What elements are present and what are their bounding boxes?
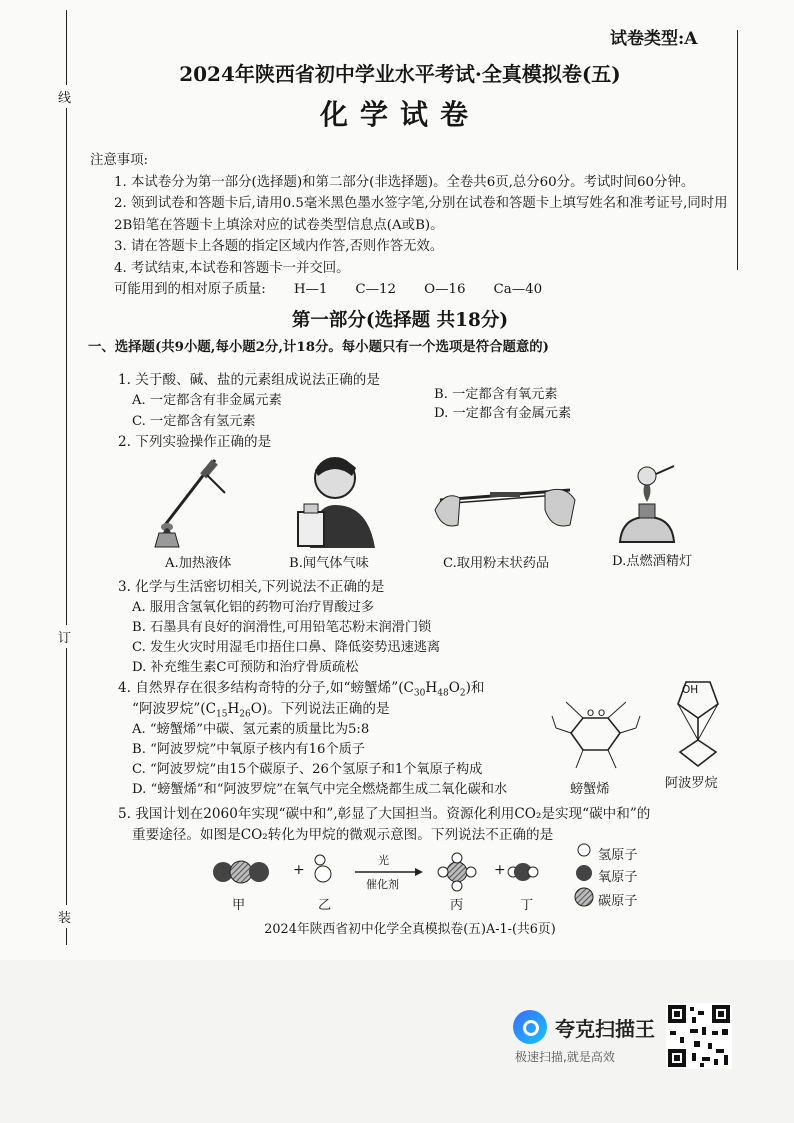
powder-reagent-figure <box>430 470 580 540</box>
binding-mark: 订 <box>58 625 71 648</box>
species-label: 甲 <box>232 898 246 913</box>
q1-stem: 1. 关于酸、碱、盐的元素组成说法正确的是 <box>118 372 380 388</box>
notes-section <box>90 150 730 301</box>
subject-title: 化学试卷 <box>319 98 480 131</box>
q2-option-b: B.闻气体气味 <box>289 556 369 571</box>
exam-title: 2024年陕西省初中学业水平考试·全真模拟卷(五) <box>179 62 621 86</box>
species-label: 丁 <box>520 898 534 913</box>
apollo-molecule-label: 阿波罗烷 <box>665 776 718 791</box>
q2-option-d: D.点燃酒精灯 <box>612 554 693 569</box>
svg-text:O: O <box>587 709 595 719</box>
q1-option-b: B. 一定都含有氧元素 <box>434 387 558 402</box>
q4-stem-line1 <box>118 676 484 699</box>
mass-label: 可能用到的相对原子质量: <box>114 282 266 297</box>
right-border <box>737 30 738 270</box>
binding-mark: 装 <box>58 905 71 928</box>
qr-code-icon <box>666 1003 732 1069</box>
legend-oxygen: 氧原子 <box>598 870 638 885</box>
note-item: 4. 考试结束,本试卷和答题卡一并交回。 <box>114 260 350 276</box>
note-item: 3. 请在答题卡上各题的指定区域内作答,否则作答无效。 <box>114 239 444 254</box>
light-alcohol-lamp-figure <box>612 462 682 547</box>
note-item: 1. 本试卷分为第一部分(选择题)和第二部分(非选择题)。全卷共6页,总分60分。考试时间60分钟。 <box>114 174 695 190</box>
scanner-slogan: 极速扫描,就是高效 <box>515 1050 615 1064</box>
species-label: 丙 <box>450 898 464 913</box>
plus-sign: + <box>293 862 305 878</box>
q1-option-a: A. 一定都含有非金属元素 <box>132 393 282 408</box>
mass-value: H—1 <box>293 282 328 297</box>
svg-text:O: O <box>598 709 606 719</box>
mass-value: Ca—40 <box>493 282 543 297</box>
q2-option-c: C.取用粉末状药品 <box>443 556 550 571</box>
condition-catalyst: 催化剂 <box>366 878 399 891</box>
q4-stem-text: 4. 自然界存在很多结构奇特的分子,如“螃蟹烯”( <box>118 680 404 696</box>
q3-option-d: D. 补充维生素C可预防和治疗骨质疏松 <box>132 660 359 675</box>
paper-type: 试卷类型:A <box>610 29 698 49</box>
crab-molecule-structure <box>548 688 643 778</box>
q5-stem-line1: 5. 我国计划在2060年实现“碳中和”,彰显了大国担当。资源化利用CO₂是实现“碳中和”的 <box>118 806 651 822</box>
species-label: 乙 <box>318 898 332 913</box>
q2-option-a: A.加热液体 <box>165 556 232 571</box>
smell-gas-figure <box>290 450 385 550</box>
crab-molecule-label: 螃蟹烯 <box>570 782 610 797</box>
scanner-logo-icon <box>513 1010 547 1044</box>
legend-hydrogen: 氢原子 <box>598 848 638 863</box>
q4-option-c: C. “阿波罗烷”由15个碳原子、26个氢原子和1个氧原子构成 <box>132 762 483 777</box>
note-item: 2. 领到试卷和答题卡后,请用0.5毫米黑色墨水签字笔,分别在试卷和答题卡上填写姓名和准考证号,同时用2B铅笔在答题卡上填涂对应的试卷类型信息点(A或B)。 <box>114 196 728 233</box>
q5-stem-line2: 重要途径。如图是CO₂转化为甲烷的微观示意图。下列说法不正确的是 <box>132 827 554 843</box>
q4-option-d: D. “螃蟹烯”和“阿波罗烷”在氧气中完全燃烧都生成二氧化碳和水 <box>132 782 508 797</box>
q1-option-d: D. 一定都含有金属元素 <box>434 406 572 421</box>
reaction-diagram <box>205 850 540 900</box>
scanner-name: 夸克扫描王 <box>555 1016 655 1041</box>
legend-carbon: 碳原子 <box>598 894 638 909</box>
scanner-watermark <box>513 1010 655 1044</box>
mass-value: C—12 <box>355 282 397 297</box>
binding-line <box>66 10 67 945</box>
q4-option-b: B. “阿波罗烷”中氧原子核内有16个质子 <box>132 742 365 757</box>
q2-stem: 2. 下列实验操作正确的是 <box>118 434 272 450</box>
q4-stem-text: “阿波罗烷”( <box>132 701 206 717</box>
condition-light: 光 <box>378 854 389 867</box>
q4-option-a: A. “螃蟹烯”中碳、氢元素的质量比为5:8 <box>132 722 370 737</box>
q3-option-b: B. 石墨具有良好的润滑性,可用铅笔芯粉末润滑门锁 <box>132 620 432 635</box>
binding-mark: 线 <box>58 85 71 108</box>
q3-option-a: A. 服用含氢氧化铝的药物可治疗胃酸过多 <box>132 600 375 615</box>
notes-heading: 注意事项: <box>90 153 149 168</box>
hydroxyl-label: OH <box>682 684 699 696</box>
formula-apollo: $C_{15}H_{26}O$ <box>205 701 262 720</box>
q3-option-c: C. 发生火灾时用湿毛巾捂住口鼻、降低姿势迅速逃离 <box>132 640 441 655</box>
q3-stem: 3. 化学与生活密切相关,下列说法不正确的是 <box>118 579 385 595</box>
part1-title: 第一部分(选择题 共18分) <box>291 310 509 331</box>
q4-stem-line2 <box>132 697 390 720</box>
formula-crab: $C_{30}H_{48}O_2$ <box>403 680 466 699</box>
q4-stem-text: )。下列说法正确的是 <box>261 701 390 717</box>
q4-stem-text: )和 <box>465 680 485 696</box>
atomic-masses <box>90 279 730 301</box>
q1-option-c: C. 一定都含有氢元素 <box>132 414 256 429</box>
plus-sign: + <box>494 862 506 878</box>
page-footer: 2024年陕西省初中化学全真模拟卷(五)A-1-(共6页) <box>264 922 556 937</box>
section-heading: 一、选择题(共9小题,每小题2分,计18分。每小题只有一个选项是符合题意的) <box>88 339 549 355</box>
atom-legend-icons <box>572 840 596 908</box>
heating-liquid-figure <box>145 455 245 550</box>
mass-value: O—16 <box>424 282 466 297</box>
